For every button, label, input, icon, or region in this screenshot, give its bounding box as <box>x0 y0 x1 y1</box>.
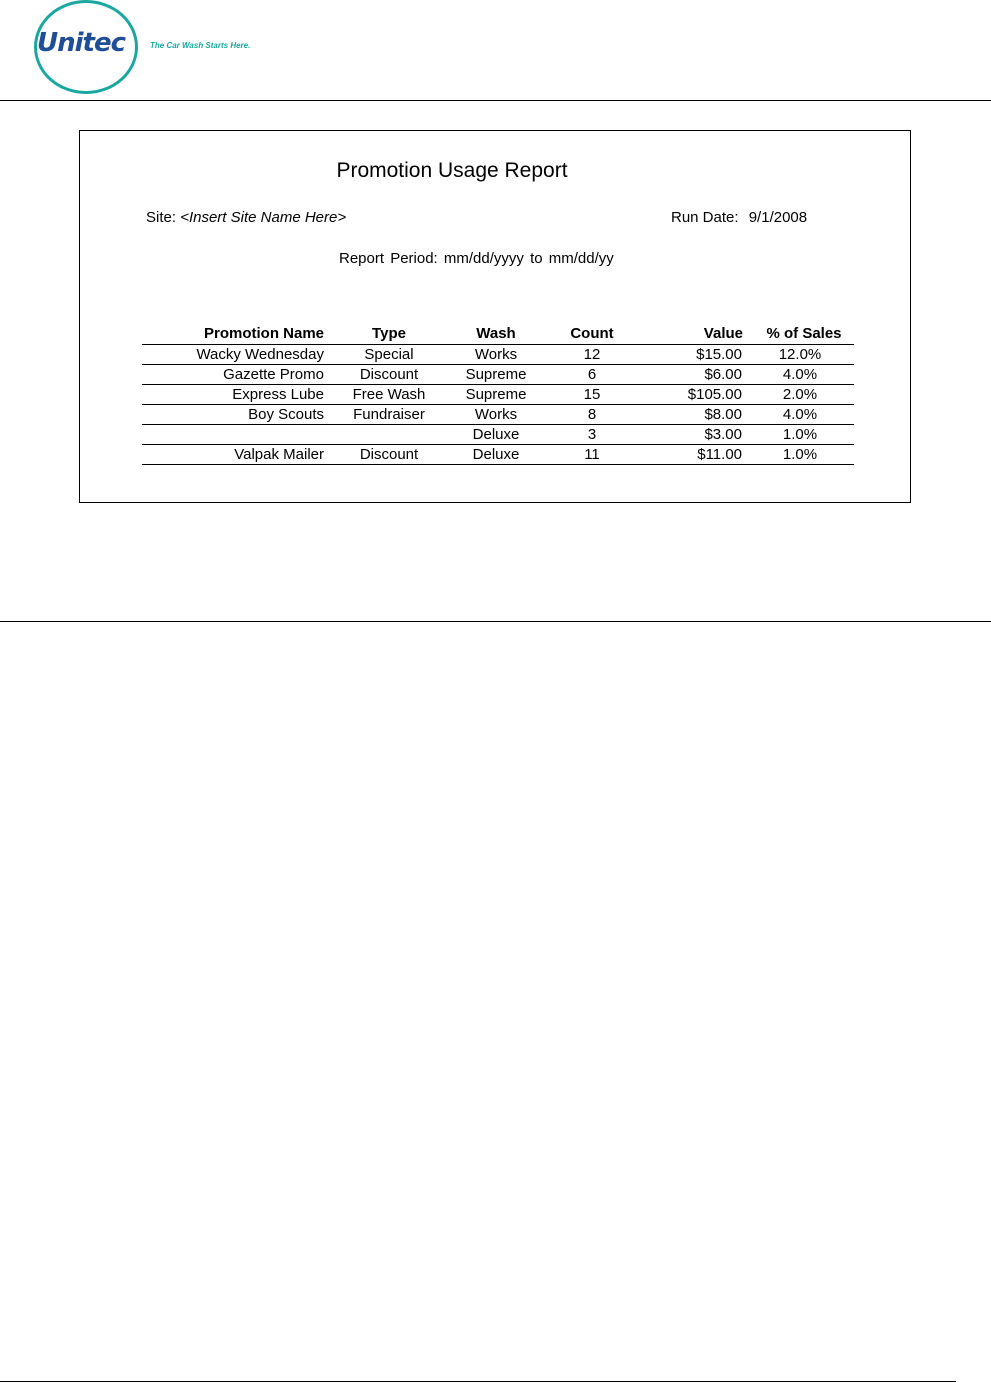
cell-count: 11 <box>584 446 600 463</box>
cell-wash: Works <box>474 346 518 363</box>
cell-count: 3 <box>587 426 597 443</box>
cell-pct-sales: 2.0% <box>782 386 818 403</box>
cell-count: 6 <box>587 366 597 383</box>
site-line <box>146 209 346 226</box>
cell-promotion-name: Valpak Mailer <box>234 446 324 463</box>
cell-wash: Works <box>474 406 518 423</box>
table-row <box>142 385 854 405</box>
cell-pct-sales: 1.0% <box>782 426 818 443</box>
cell-value: $11.00 <box>697 446 742 463</box>
col-header-type: Type <box>372 325 406 342</box>
cell-pct-sales: 4.0% <box>782 406 818 423</box>
period-to-word: to <box>530 250 543 267</box>
table-header <box>142 324 854 345</box>
table-row <box>142 365 854 385</box>
period-to: mm/dd/yy <box>548 250 614 267</box>
cell-promotion-name: Express Lube <box>232 386 324 403</box>
cell-wash: Deluxe <box>472 446 520 463</box>
report-period <box>339 250 614 267</box>
cell-wash: Supreme <box>465 386 527 403</box>
col-header-value: Value <box>703 325 743 342</box>
logo-wordmark: Unitec <box>37 28 126 58</box>
cell-promotion-name: Boy Scouts <box>248 406 324 423</box>
cell-value: $8.00 <box>704 406 742 423</box>
site-value: <Insert Site Name Here> <box>180 209 347 226</box>
cell-count: 12 <box>583 346 601 363</box>
unitec-logo <box>34 0 140 94</box>
footer-divider <box>0 1381 956 1382</box>
cell-count: 15 <box>583 386 601 403</box>
col-header-count: Count <box>570 325 614 342</box>
cell-type: Discount <box>359 366 419 383</box>
table-row <box>142 405 854 425</box>
cell-type: Special <box>364 346 414 363</box>
run-date <box>671 209 807 226</box>
table-row <box>142 345 854 365</box>
section-divider <box>0 621 991 622</box>
col-header-wash: Wash <box>476 325 516 342</box>
run-date-value: 9/1/2008 <box>748 209 808 226</box>
cell-value: $105.00 <box>687 386 742 403</box>
cell-pct-sales: 1.0% <box>782 446 818 463</box>
period-label: Report Period: <box>339 250 438 267</box>
cell-wash: Deluxe <box>472 426 520 443</box>
col-header-pct-sales: % of Sales <box>766 325 842 342</box>
run-date-label: Run Date: <box>671 209 739 226</box>
period-from: mm/dd/yyyy <box>443 250 524 267</box>
col-header-promotion-name: Promotion Name <box>203 325 324 342</box>
promotion-table <box>142 324 854 465</box>
logo-tagline: The Car Wash Starts Here. <box>150 41 251 50</box>
site-label: Site: <box>146 209 177 226</box>
cell-pct-sales: 4.0% <box>782 366 818 383</box>
report-figure <box>79 130 911 503</box>
cell-count: 8 <box>587 406 597 423</box>
report-title: Promotion Usage Report <box>336 159 568 182</box>
cell-value: $6.00 <box>704 366 742 383</box>
cell-value: $3.00 <box>704 426 742 443</box>
cell-promotion-name: Gazette Promo <box>223 366 324 383</box>
cell-type: Free Wash <box>352 386 426 403</box>
cell-promotion-name: Wacky Wednesday <box>196 346 324 363</box>
table-row <box>142 445 854 465</box>
cell-wash: Supreme <box>465 366 527 383</box>
cell-value: $15.00 <box>696 346 742 363</box>
header-divider <box>0 100 991 101</box>
table-row <box>142 425 854 445</box>
cell-type: Discount <box>359 446 419 463</box>
cell-type: Fundraiser <box>353 406 425 423</box>
cell-pct-sales: 12.0% <box>778 346 822 363</box>
